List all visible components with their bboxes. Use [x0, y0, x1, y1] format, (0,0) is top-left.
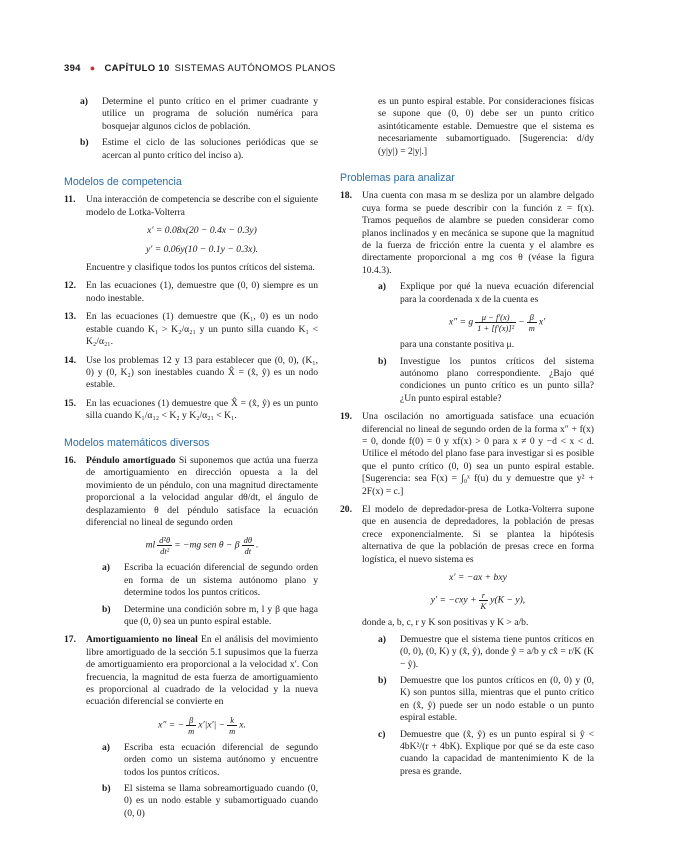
- problem-15: 15. En las ecuaciones (1) demuestre que X̂ = (x̂, ŷ) es un punto silla cuando K₁/α₁₂ < K₂ y K₂/α₂₁ < K₁.: [64, 397, 318, 422]
- equation: x′ = −ax + bxy: [449, 572, 507, 583]
- subitem: a) Determine el punto crítico en el primer cuadrante y utilice un programa de solución numérica para bosquejar algunos ciclos de población.: [80, 96, 318, 132]
- subitem: c) Demuestre que (x̂, ŷ) es un punto espiral si ŷ < 4bK²/(r + 4bK). Explique por qué se da este caso cuando la capacidad de mantenimiento K de la presa es grande.: [378, 728, 594, 777]
- bullet-icon: ●: [89, 63, 96, 73]
- problem-18: 18. Una cuenta con masa m se desliza por un alambre delgado cuya forma se puede describir con la función z = f(x). Tramos pequeños de alambre se pueden considerar como planos inclinados y en mecánica se supone que la magnitud de la fuerza de fricción entre la cuenta y el alambre es directamente proporcional a mg cos θ (véase la figura 10.4.3). a) Explique por qué la nueva ecuación diferencial para la coordenada x de la cuenta es x″ = g $\frac{\mu - f'(x)}{\text{1 + [f′(x)]²}}$ − $\frac{\beta}{m}$ x′ para una constante positiva μ. b) Investigue los puntos críticos del sistema autónomo plano correspondiente. ¿Bajo qué condiciones un punto crítico es un punto silla? ¿Un punto espiral estable?: [340, 190, 594, 404]
- problem-19: 19. Una oscilación no amortiguada satisface una ecuación diferencial no lineal de segundo orden de la forma x″ + f(x) = 0, donde f(0) = 0 y xf(x) > 0 para x ≠ 0 y −d < x < d. Utilice el método del plano fase para investigar si es posible que el punto crítico (0, 0) sea un punto espiral estable. [Sugerencia: sea F(x) = ∫₀ˣ f(u) du y demuestre que y² + 2F(x) = c.]: [340, 411, 594, 497]
- problem-title: Péndulo amortiguado: [86, 454, 176, 466]
- subitem: b) Investigue los puntos críticos del sistema autónomo plano correspondiente. ¿Bajo qué condiciones un punto crítico es un punto silla? ¿Un punto espiral estable?: [378, 355, 594, 404]
- running-header: [64, 63, 336, 74]
- subitem: b) Estime el ciclo de las soluciones periódicas que se acercan al punto crítico del inciso a).: [80, 137, 318, 161]
- problem-20: 20. El modelo de depredador-presa de Lotka-Volterra supone que en ausencia de depredadores, la población de presas crece exponencialmente. Si se plantea la hipótesis alternativa de que la población de presas crece en forma logística, el nuevo sistema es x′ = −ax + bxy y′ = −cxy + $\frac{r}{K}$ y(K − y), donde a, b, c, r y K son positivas y K > a/b. a) Demuestre que el sistema tiene puntos críticos en (0, 0), (0, K) y (x̂, ŷ), donde ŷ = a/b y cx̂ = r/K (K − ŷ). b) Demuestre que los puntos críticos en (0, 0) y (0, K) son puntos silla, mientras que el punto crítico en (x̂, ŷ) puede ser un nodo estable o un punto espiral estable. c) Demuestre que (x̂, ŷ) es un punto espiral si ŷ < 4bK²/(r + 4bK). Explique por qué se da este caso cuando la capacidad de mantenimiento K de la presa es grande.: [340, 503, 594, 777]
- equation: y′ = −cxy + $\frac{r}{K}$ y(K − y),: [430, 590, 526, 612]
- page-number: 394: [64, 63, 81, 74]
- subitem-continued: es un punto espiral estable. Por consideraciones físicas se supone que (0, 0) debe ser un punto crítico asintóticamente estable. Demuestre que el sistema es necesariamente subamortiguado. [Sugerencia: d/dy (y|y|) = 2|y|.]: [378, 96, 594, 157]
- subitem: b) El sistema se llama sobreamortiguado cuando (0, 0) es un nodo estable y subamortiguado cuando (0, 0): [102, 783, 318, 819]
- chapter-label: CAPÍTULO 10: [104, 63, 170, 74]
- subitem: b) Demuestre que los puntos críticos en (0, 0) y (0, K) son puntos silla, mientras que el punto crítico en (x̂, ŷ) puede ser un nodo estable o un punto espiral estable.: [378, 675, 594, 724]
- problem-17: 17. Amortiguamiento no lineal En el análisis del movimiento libre amortiguado de la sección 5.1 supusimos que la fuerza de amortiguamiento era proporcional a la velocidad x′. Con frecuencia, la magnitud de esta fuerza de amortiguamiento es proporcional al cuadrado de la velocidad y la nueva ecuación diferencial se convierte en x″ = − $\frac{\beta}{m}$ x′|x′| − $\frac{k}{m}$ x. a) Escriba esta ecuación diferencial de segundo orden como un sistema autónomo y encuentre todos los puntos críticos. b) El sistema se llama sobreamortiguado cuando (0, 0) es un nodo estable y subamortiguado cuando (0, 0): [64, 634, 319, 819]
- subitem: b) Determine una condición sobre m, l y β que haga que (0, 0) sea un punto espiral estable.: [102, 603, 318, 627]
- right-column: [340, 92, 594, 784]
- section-heading: Modelos matemáticos diversos: [64, 436, 210, 449]
- hint: [Sugerencia: d/dy (y|y|) = 2|y|.]: [378, 133, 594, 157]
- problem-14: 14. Use los problemas 12 y 13 para establecer que (0, 0), (K₁, 0) y (0, K₂) son inestables cuando X̂ = (x̂, ŷ) es un nodo estable.: [64, 354, 318, 391]
- left-column: [64, 92, 318, 826]
- section-heading: Problemas para analizar: [340, 172, 455, 185]
- section-heading: Modelos de competencia: [64, 176, 182, 189]
- subitem: a) Demuestre que el sistema tiene puntos críticos en (0, 0), (0, K) y (x̂, ŷ), donde ŷ = a/b y cx̂ = r/K (K − ŷ).: [378, 633, 594, 670]
- equation: y′ = 0.06y(10 − 0.1y − 0.3x).: [145, 243, 259, 255]
- chapter-title: SISTEMAS AUTÓNOMOS PLANOS: [174, 63, 336, 74]
- equation: x″ = − $\frac{\beta}{m}$ x′|x′| − $\frac{k}{m}$ x.: [158, 714, 246, 736]
- problem-title: Amortiguamiento no lineal: [86, 634, 198, 646]
- problem-16: 16. Péndulo amortiguado Si suponemos que actúa una fuerza de amortiguamiento en dirección opuesta a la del movimiento de un péndulo, con una magnitud directamente proporcional a la velocidad angular dθ/dt, el ángulo de desplazamiento θ del péndulo satisface la ecuación diferencial no lineal de segundo orden ml $\frac{\text{d²θ}}{\text{dt²}}$ = −mg sen θ − β $\frac{d\theta}{dt}$ . a) Escriba la ecuación diferencial de segundo orden en forma de un sistema autónomo plano y determine todos los puntos críticos. b) Determine una condición sobre m, l y β que haga que (0, 0) sea un punto espiral estable.: [64, 454, 318, 627]
- problem-11: 11. Una interacción de competencia se describe con el siguiente modelo de Lotka-Volterra x′ = 0.08x(20 − 0.4x − 0.3y) y′ = 0.06y(10 − 0.1y − 0.3x). Encuentre y clasifique todos los puntos críticos del sistema.: [64, 194, 318, 274]
- subitem: a) Explique por qué la nueva ecuación diferencial para la coordenada x de la cuenta es x″ = g $\frac{\mu - f'(x)}{\text{1 + [f′(x)]²}}$ − $\frac{\beta}{m}$ x′ para una constante positiva μ.: [378, 281, 594, 351]
- subitem: a) Escriba la ecuación diferencial de segundo orden en forma de un sistema autónomo plano y determine todos los puntos críticos.: [102, 562, 318, 599]
- equation: x′ = 0.08x(20 − 0.4x − 0.3y): [147, 225, 257, 237]
- subitem: a) Escriba esta ecuación diferencial de segundo orden como un sistema autónomo y encuentre todos los puntos críticos.: [102, 741, 318, 778]
- problem-13: 13. En las ecuaciones (1) demuestre que (K₁, 0) es un nodo estable cuando K₁ > K₂/α₂₁ y un punto silla cuando K₁ < K₂/α₂₁.: [64, 311, 318, 348]
- problem-12: 12. En las ecuaciones (1), demuestre que (0, 0) siempre es un nodo inestable.: [64, 280, 318, 304]
- equation: x″ = g $\frac{\mu - f'(x)}{\text{1 + [f′(x)]²}}$ − $\frac{\beta}{m}$ x′: [448, 312, 546, 334]
- equation: ml $\frac{\text{d²θ}}{\text{dt²}}$ = −mg sen θ − β $\frac{d\theta}{dt}$ .: [145, 535, 259, 557]
